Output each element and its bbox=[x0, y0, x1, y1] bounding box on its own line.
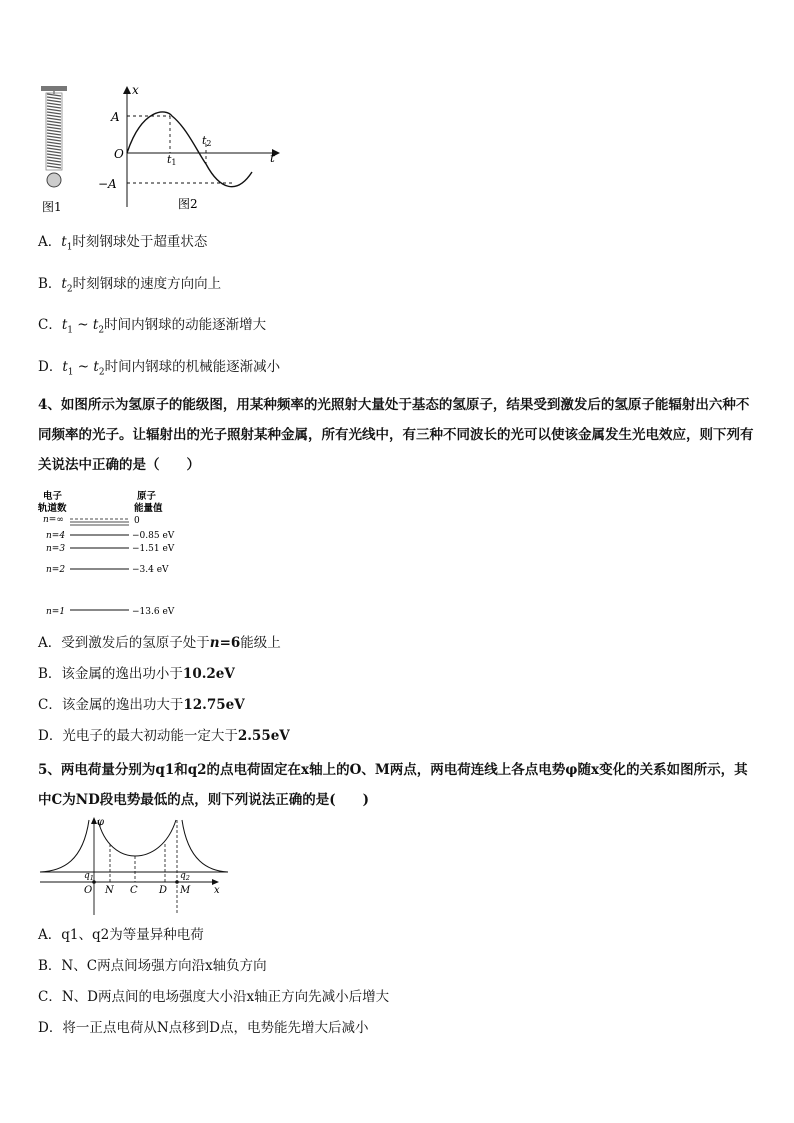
steel-ball bbox=[47, 173, 61, 187]
phi-label: φ bbox=[97, 817, 105, 828]
label-negA: −A bbox=[98, 177, 117, 191]
q5-option-c[interactable]: C．N、D两点间的电场强度大小沿x轴正方向先减小后增大 bbox=[38, 989, 390, 1005]
q5-option-b[interactable]: B．N、C两点间场强方向沿x轴负方向 bbox=[38, 958, 267, 974]
q1-label: $q_1$ bbox=[84, 871, 94, 882]
label-A: A bbox=[111, 110, 120, 124]
header-atom: 原子 bbox=[137, 491, 157, 502]
q4-option-b[interactable]: B．该金属的逸出功小于10.2eV bbox=[38, 666, 235, 682]
level-n4: n=4 bbox=[46, 531, 66, 541]
header-energy: 能量值 bbox=[134, 503, 163, 514]
label-O: O bbox=[114, 147, 124, 161]
energy-n1: −13.6 eV bbox=[132, 607, 175, 617]
level-n-inf: n=∞ bbox=[43, 515, 64, 525]
q4-option-c[interactable]: C．该金属的逸出功大于12.75eV bbox=[38, 697, 245, 713]
q4-option-a[interactable]: A．受到激发后的氢原子处于n=6能级上 bbox=[38, 635, 281, 651]
sine-curve bbox=[127, 112, 252, 187]
D-label: D bbox=[159, 885, 168, 896]
N-label: N bbox=[105, 885, 114, 896]
label-t1: t1 bbox=[167, 153, 177, 167]
header-orbit: 轨道数 bbox=[38, 503, 67, 514]
right-branch bbox=[182, 820, 228, 872]
M-label: M bbox=[180, 885, 191, 896]
q4-stem: 4、如图所示为氢原子的能级图，用某种频率的光照射大量处于基态的氢原子，结果受到激发后的氢原子能辐射出六种不同频率的光子。让辐射出的光子照射某种金属，所有光线中，有三种不同波长的光可以使该金属发生光电效应，则下列有关说法中正确的是（ ） bbox=[38, 397, 754, 473]
energy-inf: 0 bbox=[134, 516, 140, 526]
spring-coil bbox=[46, 91, 62, 170]
left-branch bbox=[40, 820, 89, 872]
fig2-caption: 图2 bbox=[178, 197, 198, 211]
axis-x-label: x bbox=[132, 83, 139, 97]
q2-label: $q_2$ bbox=[180, 871, 190, 882]
level-n2: n=2 bbox=[46, 565, 66, 575]
energy-level-diagram bbox=[38, 488, 198, 618]
q3-option-b[interactable]: B．$t_2$时刻钢球的速度方向向上 bbox=[38, 276, 222, 295]
spring-ceiling bbox=[41, 86, 67, 91]
energy-n4: −0.85 eV bbox=[132, 531, 175, 541]
axis-t-label: t bbox=[270, 151, 275, 165]
q3-option-a[interactable]: A．$t_1$时刻钢球处于超重状态 bbox=[38, 234, 208, 253]
shm-graph bbox=[92, 82, 292, 214]
q5-stem: 5、两电荷量分别为q1和q2的点电荷固定在x轴上的O、M两点，两电荷连线上各点电势φ随x变化的关系如图所示，其中C为ND段电势最低的点，则下列说法正确的是( ) bbox=[38, 762, 748, 808]
energy-n3: −1.51 eV bbox=[132, 544, 175, 554]
charge-q2 bbox=[175, 880, 179, 884]
energy-n2: −3.4 eV bbox=[132, 565, 169, 575]
spring-figure bbox=[38, 84, 78, 216]
label-t2: t2 bbox=[202, 134, 212, 148]
header-electron: 电子 bbox=[43, 491, 63, 502]
fig1-caption: 图1 bbox=[42, 200, 62, 214]
potential-graph bbox=[38, 815, 238, 917]
C-label: C bbox=[130, 885, 138, 896]
q5-option-a[interactable]: A．q1、q2为等量异种电荷 bbox=[38, 927, 204, 943]
q3-option-d[interactable]: D．$t_1$ ~ $t_2$时间内钢球的机械能逐渐减小 bbox=[38, 359, 281, 378]
x-label: x bbox=[214, 885, 220, 896]
q5-option-d[interactable]: D．将一正点电荷从N点移到D点，电势能先增大后减小 bbox=[38, 1020, 369, 1036]
O-label: O bbox=[84, 885, 93, 896]
level-n3: n=3 bbox=[46, 544, 66, 554]
q3-option-c[interactable]: C．$t_1$ ~ $t_2$时间内钢球的动能逐渐增大 bbox=[38, 317, 267, 336]
q4-option-d[interactable]: D．光电子的最大初动能一定大于2.55eV bbox=[38, 728, 290, 744]
level-n1: n=1 bbox=[46, 607, 66, 617]
